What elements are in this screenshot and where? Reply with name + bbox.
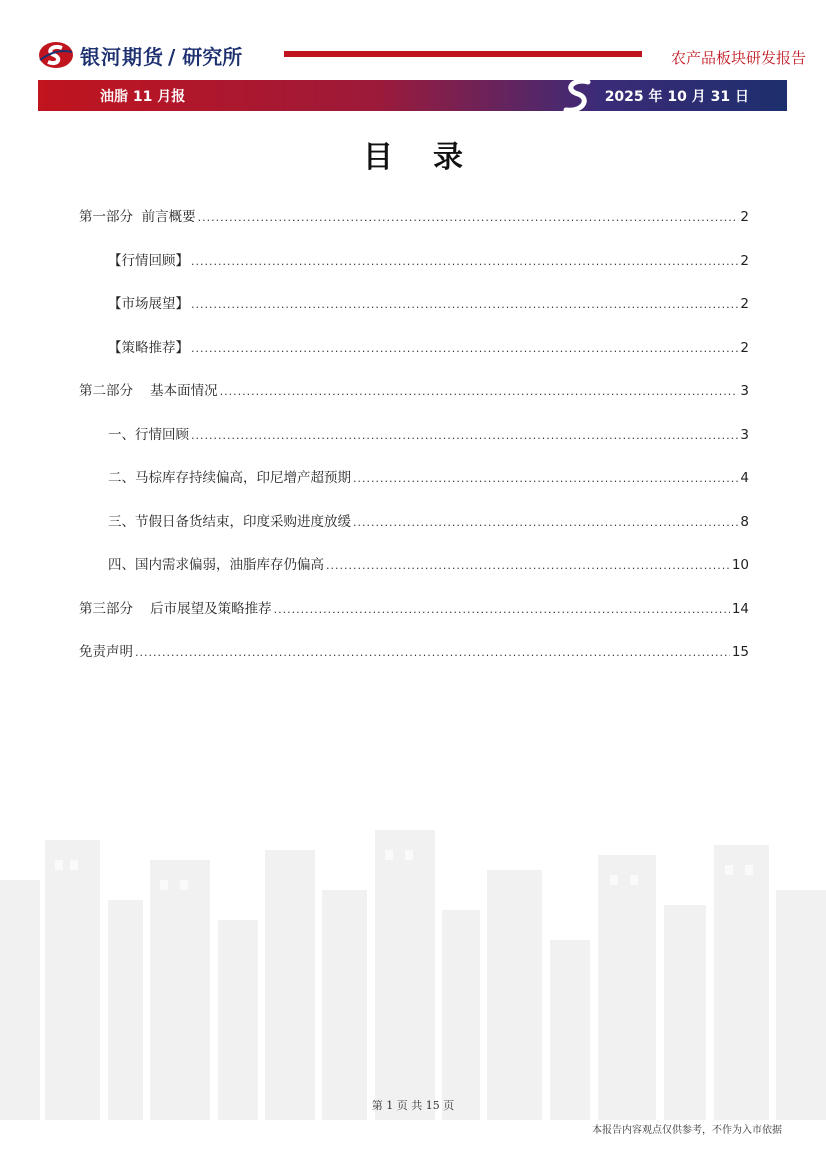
toc-entry[interactable] (79, 510, 749, 554)
toc-leader-dots (191, 255, 738, 268)
toc-entry-label: 第一部分 前言概要 (79, 209, 196, 225)
brand-logo (38, 40, 242, 70)
toc-entry[interactable] (79, 249, 749, 293)
toc-entry-page: 4 (740, 470, 749, 486)
toc-leader-dots (326, 559, 730, 572)
toc-entry-page: 10 (731, 557, 749, 573)
toc-entry[interactable] (79, 336, 749, 380)
report-name: 油脂 11 月报 (100, 89, 186, 105)
toc-entry[interactable] (79, 423, 749, 467)
report-banner (38, 80, 787, 111)
toc-entry[interactable] (79, 597, 749, 641)
report-date: 2025 年 10 月 31 日 (604, 89, 749, 105)
galaxy-logo-icon (38, 40, 74, 70)
toc-entry-page: 2 (740, 296, 749, 312)
disclaimer-note: 本报告内容观点仅供参考，不作为入市依据 (592, 1125, 782, 1136)
toc-entry-label: 二、马棕库存持续偏高，印尼增产超预期 (108, 470, 351, 486)
toc-entry-page: 15 (731, 644, 749, 660)
toc-leader-dots (191, 298, 738, 311)
toc-entry-label: 第三部分 后市展望及策略推荐 (79, 600, 272, 617)
toc-entry-page: 3 (740, 426, 749, 443)
toc-entry-label: 第二部分 基本面情况 (79, 383, 218, 399)
s-swoosh-icon (558, 76, 598, 116)
toc-entry-label: 【市场展望】 (108, 296, 189, 312)
toc-entry-label: 免责声明 (79, 644, 133, 660)
page-number: 第 1 页 共 15 页 (371, 1099, 455, 1112)
report-category: 农产品板块研发报告 (670, 49, 806, 67)
toc-entry-page: 2 (740, 252, 749, 269)
table-of-contents (79, 205, 749, 684)
toc-leader-dots (135, 646, 730, 659)
toc-entry-page: 2 (740, 339, 749, 356)
toc-leader-dots (191, 342, 738, 355)
toc-entry-page: 2 (740, 209, 749, 225)
toc-entry-label: 四、国内需求偏弱，油脂库存仍偏高 (108, 557, 324, 573)
toc-leader-dots (353, 472, 738, 485)
brand-division: / 研究所 (168, 44, 243, 69)
toc-entry[interactable] (79, 640, 749, 684)
toc-entry[interactable] (79, 553, 749, 597)
toc-entry-label: 【行情回顾】 (108, 252, 189, 269)
toc-entry[interactable] (79, 466, 749, 510)
toc-leader-dots (191, 429, 738, 442)
toc-entry[interactable] (79, 292, 749, 336)
toc-entry-label: 【策略推荐】 (108, 339, 189, 356)
toc-entry-page: 14 (731, 600, 749, 617)
toc-entry-label: 三、节假日备货结束，印度采购进度放缓 (108, 513, 351, 530)
toc-leader-dots (220, 385, 739, 398)
toc-entry[interactable] (79, 379, 749, 423)
toc-entry[interactable] (79, 205, 749, 249)
toc-leader-dots (353, 516, 738, 529)
header-rule (284, 51, 642, 57)
toc-leader-dots (198, 211, 739, 224)
toc-entry-label: 一、行情回顾 (108, 426, 189, 443)
city-skyline-watermark (0, 820, 826, 1120)
brand-name: 银河期货 (80, 44, 164, 69)
toc-entry-page: 8 (740, 513, 749, 530)
toc-title: 目录 (363, 140, 503, 175)
toc-entry-page: 3 (740, 383, 749, 399)
toc-leader-dots (274, 603, 730, 616)
